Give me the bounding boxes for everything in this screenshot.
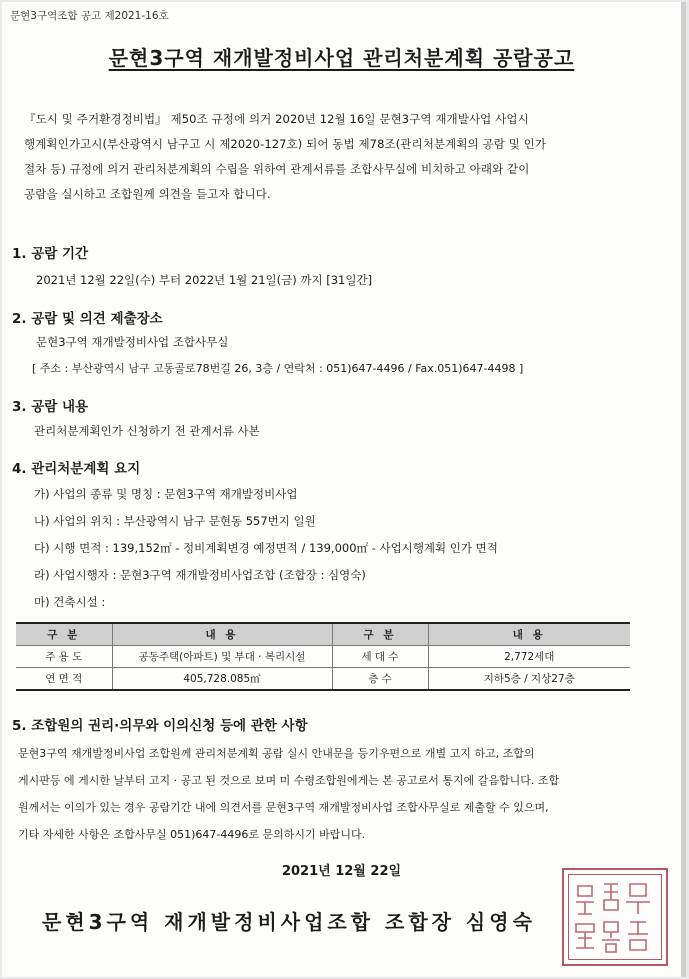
table-header-cell: 구 분 [16, 623, 112, 646]
section3-heading: 3. 공람 내용 [12, 399, 89, 415]
title-text: 문현3구역 재개발정비사업 관리처분계획 공람공고 [108, 46, 575, 70]
rights-line: 문현3구역 재개발정비사업 조합원께 관리처분계획 공람 실시 안내문을 등기우편으로 개별 고지 하고, 조합의 [18, 747, 535, 760]
plan-item: 라) 사업시행자 : 문현3구역 재개발정비사업조합 (조합장 : 심영숙) [34, 568, 366, 582]
table-cell: 2,772세대 [428, 646, 630, 668]
table-header-cell: 내 용 [112, 623, 332, 646]
rights-line: 원께서는 이의가 있는 경우 공람기간 내에 의견서를 문현3구역 재개발정비사업 조합사무실로 제출할 수 있으며, [18, 801, 549, 814]
document-number: 문현3구역조합 공고 제2021-16호 [10, 10, 169, 22]
submission-place: 문현3구역 재개발정비사업 조합사무실 [36, 335, 229, 349]
rights-line: 기타 자세한 사항은 조합사무실 051)647-4496로 문의하시기 바랍니다. [18, 828, 366, 841]
seal-glyphs [564, 870, 666, 964]
plan-item: 가) 사업의 종류 및 명칭 : 문현3구역 재개발정비사업 [34, 487, 298, 501]
intro-line: 공람을 실시하고 조합원께 의견을 듣고자 합니다. [24, 187, 271, 201]
plan-item: 마) 건축시설 : [34, 595, 106, 609]
table-cell: 주 용 도 [16, 646, 112, 668]
table-cell: 405,728.085㎡ [112, 668, 332, 691]
inspection-period: 2021년 12월 22일(수) 부터 2022년 1월 21일(금) 까지 [31일간] [36, 273, 373, 287]
plan-item: 나) 사업의 위치 : 부산광역시 남구 문현동 557번지 일원 [34, 514, 316, 528]
table-cell: 연 면 적 [16, 668, 112, 691]
intro-paragraph [24, 107, 664, 207]
intro-line: 절차 등) 규정에 의거 관리처분계획의 수립을 위하여 관계서류를 조합사무실에 비치하고 아래와 같이 [24, 162, 530, 176]
rights-line: 게시판등 에 게시한 날부터 고지 · 공고 된 것으로 보며 미 수령조합원에게는 본 공고로서 통지에 갈음합니다. 조합 [18, 774, 560, 787]
rights-paragraph [18, 740, 668, 848]
table-header-cell: 구 분 [332, 623, 428, 646]
table-cell: 세 대 수 [332, 646, 428, 668]
official-seal [562, 868, 668, 966]
table-cell: 공동주택(아파트) 및 부대 · 복리시설 [112, 646, 332, 668]
table-header-cell: 내 용 [428, 623, 630, 646]
office-address: [ 주소 : 부산광역시 남구 고동골로78번길 26, 3층 / 연락처 : 051)647-4496 / Fax.051)647-4498 ] [32, 362, 524, 375]
section1-heading: 1. 공람 기간 [12, 246, 89, 262]
table-cell: 지하5층 / 지상27층 [428, 668, 630, 691]
section2-heading: 2. 공람 및 의견 제출장소 [12, 311, 163, 327]
notice-date: 2021년 12월 22일 [281, 864, 402, 879]
table-cell: 층 수 [332, 668, 428, 691]
plan-item: 다) 시행 면적 : 139,152㎡ - 정비계획변경 예정면적 / 139,000㎡ - 사업시행계획 인가 면적 [34, 541, 498, 555]
notice-document [2, 2, 686, 977]
section4-heading: 4. 관리처분계획 요지 [12, 461, 141, 477]
inspection-content: 관리처분계획인가 신청하기 전 관계서류 사본 [34, 424, 260, 438]
section5-heading: 5. 조합원의 권리·의무와 이의신청 등에 관한 사항 [12, 718, 308, 734]
intro-line: 『도시 및 주거환경정비법』 제50조 규정에 의거 2020년 12월 16일 문현3구역 재개발사업 사업시 [24, 112, 529, 126]
page-title [2, 42, 681, 71]
building-facilities-table [16, 622, 630, 691]
table-row [16, 668, 630, 691]
table-header-row [16, 623, 630, 646]
table-row [16, 646, 630, 668]
signature-line: 문현3구역 재개발정비사업조합 조합장 심영숙 [42, 910, 536, 934]
intro-line: 행계획인가고시(부산광역시 남구고 시 제2020-127호) 되어 동법 제78조(관리처분계획의 공람 및 인가 [24, 137, 547, 151]
